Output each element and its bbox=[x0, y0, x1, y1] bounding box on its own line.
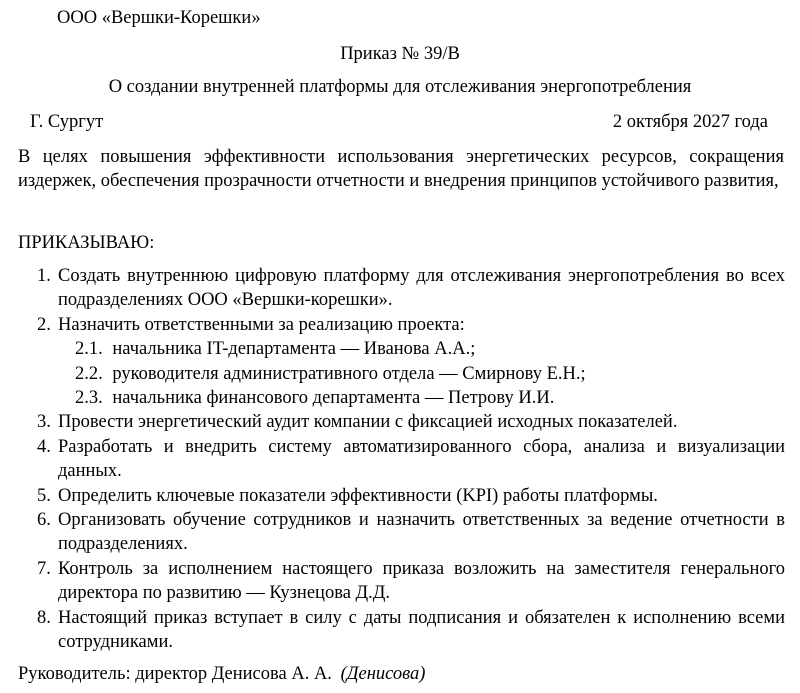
item-number: 7. bbox=[37, 558, 51, 579]
order-item-8 bbox=[37, 606, 785, 655]
item-text: Разработать и внедрить систему автоматизированного сбора, анализа и визуализации данных. bbox=[58, 436, 785, 482]
item-text: Создать внутреннюю цифровую платформу для отслеживания энергопотребления во всех подразделениях ООО «Вершки-корешки». bbox=[58, 266, 785, 311]
item-number: 2. bbox=[37, 314, 51, 335]
order-item-7 bbox=[37, 557, 785, 606]
item-number: 4. bbox=[37, 436, 51, 457]
item-number: 6. bbox=[37, 510, 51, 531]
subitem-number: 2.1. bbox=[75, 339, 103, 360]
order-item-1 bbox=[37, 264, 785, 313]
order-item-5 bbox=[37, 484, 785, 508]
item-number: 8. bbox=[37, 607, 51, 628]
item-text: Настоящий приказ вступает в силу с даты подписания и обязателен к исполнению всеми сотрудниками. bbox=[58, 607, 785, 653]
item-number: 5. bbox=[37, 485, 51, 506]
city: Г. Сургут bbox=[30, 112, 104, 132]
signature-line bbox=[18, 662, 425, 686]
item-text: Назначить ответственными за реализацию проекта: bbox=[58, 314, 465, 335]
subitem-text: начальника финансового департамента — Петрову И.И. bbox=[112, 388, 555, 409]
subitem-text: начальника IT-департамента — Иванова А.А.; bbox=[112, 339, 476, 360]
order-item-6 bbox=[37, 508, 785, 557]
order-word: ПРИКАЗЫВАЮ: bbox=[18, 233, 155, 253]
order-item-2 bbox=[37, 313, 785, 337]
order-number: Приказ № 39/В bbox=[340, 44, 460, 64]
order-title: О создании внутренней платформы для отслеживания энергопотребления bbox=[108, 77, 692, 97]
order-subitem-2-1 bbox=[37, 337, 785, 361]
item-text: Провести энергетический аудит компании с фиксацией исходных показателей. bbox=[58, 412, 678, 433]
subitem-text: руководителя административного отдела — Смирнову Е.Н.; bbox=[112, 363, 586, 384]
item-number: 1. bbox=[37, 266, 51, 286]
order-subitem-2-2 bbox=[37, 362, 785, 386]
order-item-3 bbox=[37, 410, 785, 434]
item-text: Контроль за исполнением настоящего приказа возложить на заместителя генерального директора по развитию — Кузнецова Д.Д. bbox=[58, 558, 785, 604]
preamble: В целях повышения эффективности использования энергетических ресурсов, сокращения издержек, обеспечения прозрачности отчетности и внедрения принципов устойчивого развития, bbox=[18, 147, 784, 191]
item-number: 3. bbox=[37, 412, 51, 433]
order-subitem-2-3 bbox=[37, 386, 785, 410]
organization-name: ООО «Вершки-Корешки» bbox=[57, 8, 261, 28]
handwritten-signature: (Денисова) bbox=[340, 664, 426, 684]
order-item-4 bbox=[37, 435, 785, 484]
item-text: Определить ключевые показатели эффективности (KPI) работы платформы. bbox=[58, 485, 658, 506]
subitem-number: 2.2. bbox=[75, 363, 103, 384]
item-text: Организовать обучение сотрудников и назначить ответственных за ведение отчетности в подразделениях. bbox=[58, 510, 785, 555]
signature-label: Руководитель: директор Денисова А. А. bbox=[18, 664, 332, 684]
order-items bbox=[37, 264, 785, 655]
subitem-number: 2.3. bbox=[75, 388, 103, 409]
order-date: 2 октября 2027 года bbox=[612, 112, 768, 132]
